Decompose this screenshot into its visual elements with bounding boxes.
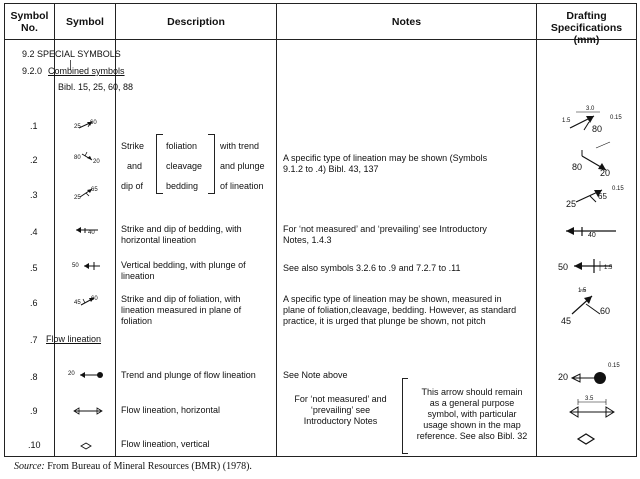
combined-notes-line-2: 9.1.2 to .4) Bibl. 43, 137	[283, 164, 379, 174]
desc-row-9: Flow lineation, horizontal	[121, 405, 221, 415]
drafting-8-label-a: 20	[558, 372, 569, 382]
source-text: From Bureau of Mineral Resources (BMR) (1978).	[47, 461, 252, 472]
symbol-3-label-a: 25	[74, 195, 81, 201]
header-symbol-no-line2: No.	[21, 22, 38, 34]
symbol-1-label-b: 60	[90, 120, 97, 126]
header-symbol: Symbol	[66, 16, 104, 28]
header-symbol-no	[5, 10, 54, 34]
header-drafting-line2: Specifications (mm)	[550, 22, 623, 46]
row-number-4: .4	[30, 227, 38, 237]
notes-row-6-line-3: practice, it is urged that plunge be shown, not pitch	[283, 316, 486, 326]
flow-notes-right-line-1: This arrow should remain	[421, 387, 523, 397]
header-drafting-line1: Drafting	[566, 10, 607, 22]
flow-notes-right-line-2: as a general purpose	[429, 398, 515, 408]
desc-row-6-line-1: Strike and dip of foliation, with	[121, 294, 241, 304]
notes-row-6-line-1: A specific type of lineation may be shown, measured in	[283, 294, 502, 304]
source-label: Source:	[14, 461, 45, 472]
combined-desc-word-6: bedding	[166, 181, 199, 191]
drafting-2-label-a: 80	[572, 162, 583, 172]
drafting-1-label-d: 80	[592, 124, 603, 134]
combined-desc-word-3: dip of	[121, 181, 144, 191]
table-border-bottom	[4, 456, 637, 457]
drafting-3-label-b: 65	[598, 192, 607, 201]
symbol-5-label: 50	[72, 263, 79, 269]
combined-desc-col2	[166, 136, 202, 196]
combined-notes-line-1: A specific type of lineation may be shown (Symbols	[283, 153, 488, 163]
flow-notes-right-line-5: reference. See also Bibl. 32	[416, 431, 528, 441]
header-description: Description	[167, 16, 225, 28]
notes-row-4	[283, 224, 487, 246]
subsection-title: Combined symbols	[48, 66, 125, 76]
notes-row-6	[283, 294, 516, 327]
desc-row-8: Trend and plunge of flow lineation	[121, 370, 256, 380]
combined-desc-word-7: with trend	[220, 141, 260, 151]
drafting-4-label: 40	[588, 232, 596, 239]
symbol-10	[80, 438, 92, 448]
drafting-9	[562, 394, 632, 420]
table-border-right	[636, 3, 637, 457]
drafting-5	[566, 255, 626, 279]
flow-notes-right-line-4: usage shown in the map	[423, 420, 521, 430]
combined-desc-brace-2	[208, 134, 215, 194]
desc-row-6	[121, 294, 241, 327]
combined-desc-word-2: and	[127, 161, 143, 171]
row-number-8: .8	[30, 372, 38, 382]
combined-desc-word-1: Strike	[121, 141, 145, 151]
combined-desc-word-5: cleavage	[166, 161, 203, 171]
notes-row-6-line-2: plane of foliation,cleavage, bedding. However, as standard	[283, 305, 517, 315]
desc-row-5-line-1: Vertical bedding, with plunge of	[121, 260, 246, 270]
combined-desc-brace-1	[156, 134, 163, 194]
header-notes: Notes	[391, 16, 422, 28]
notes-row-8: See Note above	[283, 370, 348, 380]
flow-notes-brace	[402, 378, 408, 454]
row-number-3: .3	[30, 190, 38, 200]
combined-desc-word-9: of lineation	[220, 181, 264, 191]
drafting-9-label: 3.5	[585, 396, 594, 402]
symbol-8-label: 20	[68, 371, 75, 377]
desc-row-5-line-2: lineation	[121, 271, 155, 281]
row-number-1: .1	[30, 121, 38, 131]
drafting-1-label-c: 0.15	[610, 115, 622, 121]
drafting-2-label-b: 20	[600, 168, 611, 178]
table-border-left	[4, 3, 5, 457]
combined-desc-col3	[220, 136, 265, 196]
notes-row-5: See also symbols 3.2.6 to .9 and 7.2.7 to .11	[283, 263, 461, 273]
row-number-10: .10	[28, 440, 41, 450]
desc-row-6-line-3: foliation	[121, 316, 153, 326]
row-number-5: .5	[30, 263, 38, 273]
desc-row-4	[121, 224, 242, 246]
header-symbol-no-line1: Symbol	[10, 10, 49, 22]
flow-notes-left	[283, 394, 398, 427]
flow-notes-left-line-2: ‘prevailing’ see	[310, 405, 371, 415]
symbol-6-label-b: 60	[91, 296, 98, 302]
drafting-5-label-b: 1.5	[604, 265, 613, 271]
symbol-4	[70, 224, 104, 238]
combined-notes	[283, 153, 487, 175]
drafting-6-label-c: 1.5	[578, 288, 587, 294]
drafting-1-label-b: 3.0	[586, 106, 595, 112]
desc-row-4-line-1: Strike and dip of bedding, with	[121, 224, 242, 234]
bibliography-ref: Bibl. 15, 25, 60, 88	[58, 82, 134, 92]
combined-desc-col1	[121, 136, 144, 196]
flow-lineation-title: Flow lineation	[46, 334, 102, 344]
symbol-2-label-a: 80	[74, 155, 81, 161]
drafting-6-label-b: 60	[600, 306, 611, 316]
drafting-3-label-c: 0.15	[612, 186, 624, 192]
combined-desc-word-4: foliation	[166, 141, 198, 151]
combined-desc-word-8: and plunge	[220, 161, 265, 171]
symbol-4-label: 40	[88, 230, 95, 236]
symbol-6-label-a: 45	[74, 300, 81, 306]
symbol-2-label-b: 20	[93, 159, 100, 165]
drafting-2	[556, 140, 636, 180]
drafting-6-label-a: 45	[561, 316, 572, 326]
drafting-5-label-a: 50	[558, 262, 569, 272]
notes-row-4-line-1: For ‘not measured’ and ‘prevailing’ see Introductory	[283, 224, 487, 234]
desc-row-10: Flow lineation, vertical	[121, 439, 210, 449]
flow-lineation-number: .7	[30, 335, 38, 345]
notes-row-4-line-2: Notes, 1.4.3	[283, 235, 332, 245]
symbol-3-label-b: 65	[91, 187, 98, 193]
table-border-top	[4, 3, 637, 4]
column-divider-3	[276, 3, 277, 457]
drafting-1-label-a: 1.5	[562, 118, 571, 124]
subsection-number: 9.2.0	[22, 66, 43, 76]
drafting-8-label-b: 0.15	[608, 363, 620, 369]
section-title: 9.2 SPECIAL SYMBOLS	[22, 49, 121, 59]
source-caption	[14, 461, 252, 472]
desc-row-4-line-2: horizontal lineation	[121, 235, 197, 245]
header-drafting	[537, 10, 636, 46]
drafting-3-label-a: 25	[566, 199, 577, 209]
flow-notes-left-line-3: Introductory Notes	[303, 416, 378, 426]
row-number-9: .9	[30, 406, 38, 416]
symbol-1-label-a: 25	[74, 124, 81, 130]
symbol-9	[70, 404, 106, 416]
row-number-2: .2	[30, 155, 38, 165]
row-number-6: .6	[30, 298, 38, 308]
flow-notes-right	[410, 387, 534, 442]
desc-row-5	[121, 260, 246, 282]
column-divider-4	[536, 3, 537, 457]
drafting-10	[576, 432, 596, 446]
flow-notes-right-line-3: symbol, with particular	[427, 409, 517, 419]
flow-notes-left-line-1: For ‘not measured’ and	[294, 394, 387, 404]
desc-row-6-line-2: lineation measured in plane of	[121, 305, 242, 315]
